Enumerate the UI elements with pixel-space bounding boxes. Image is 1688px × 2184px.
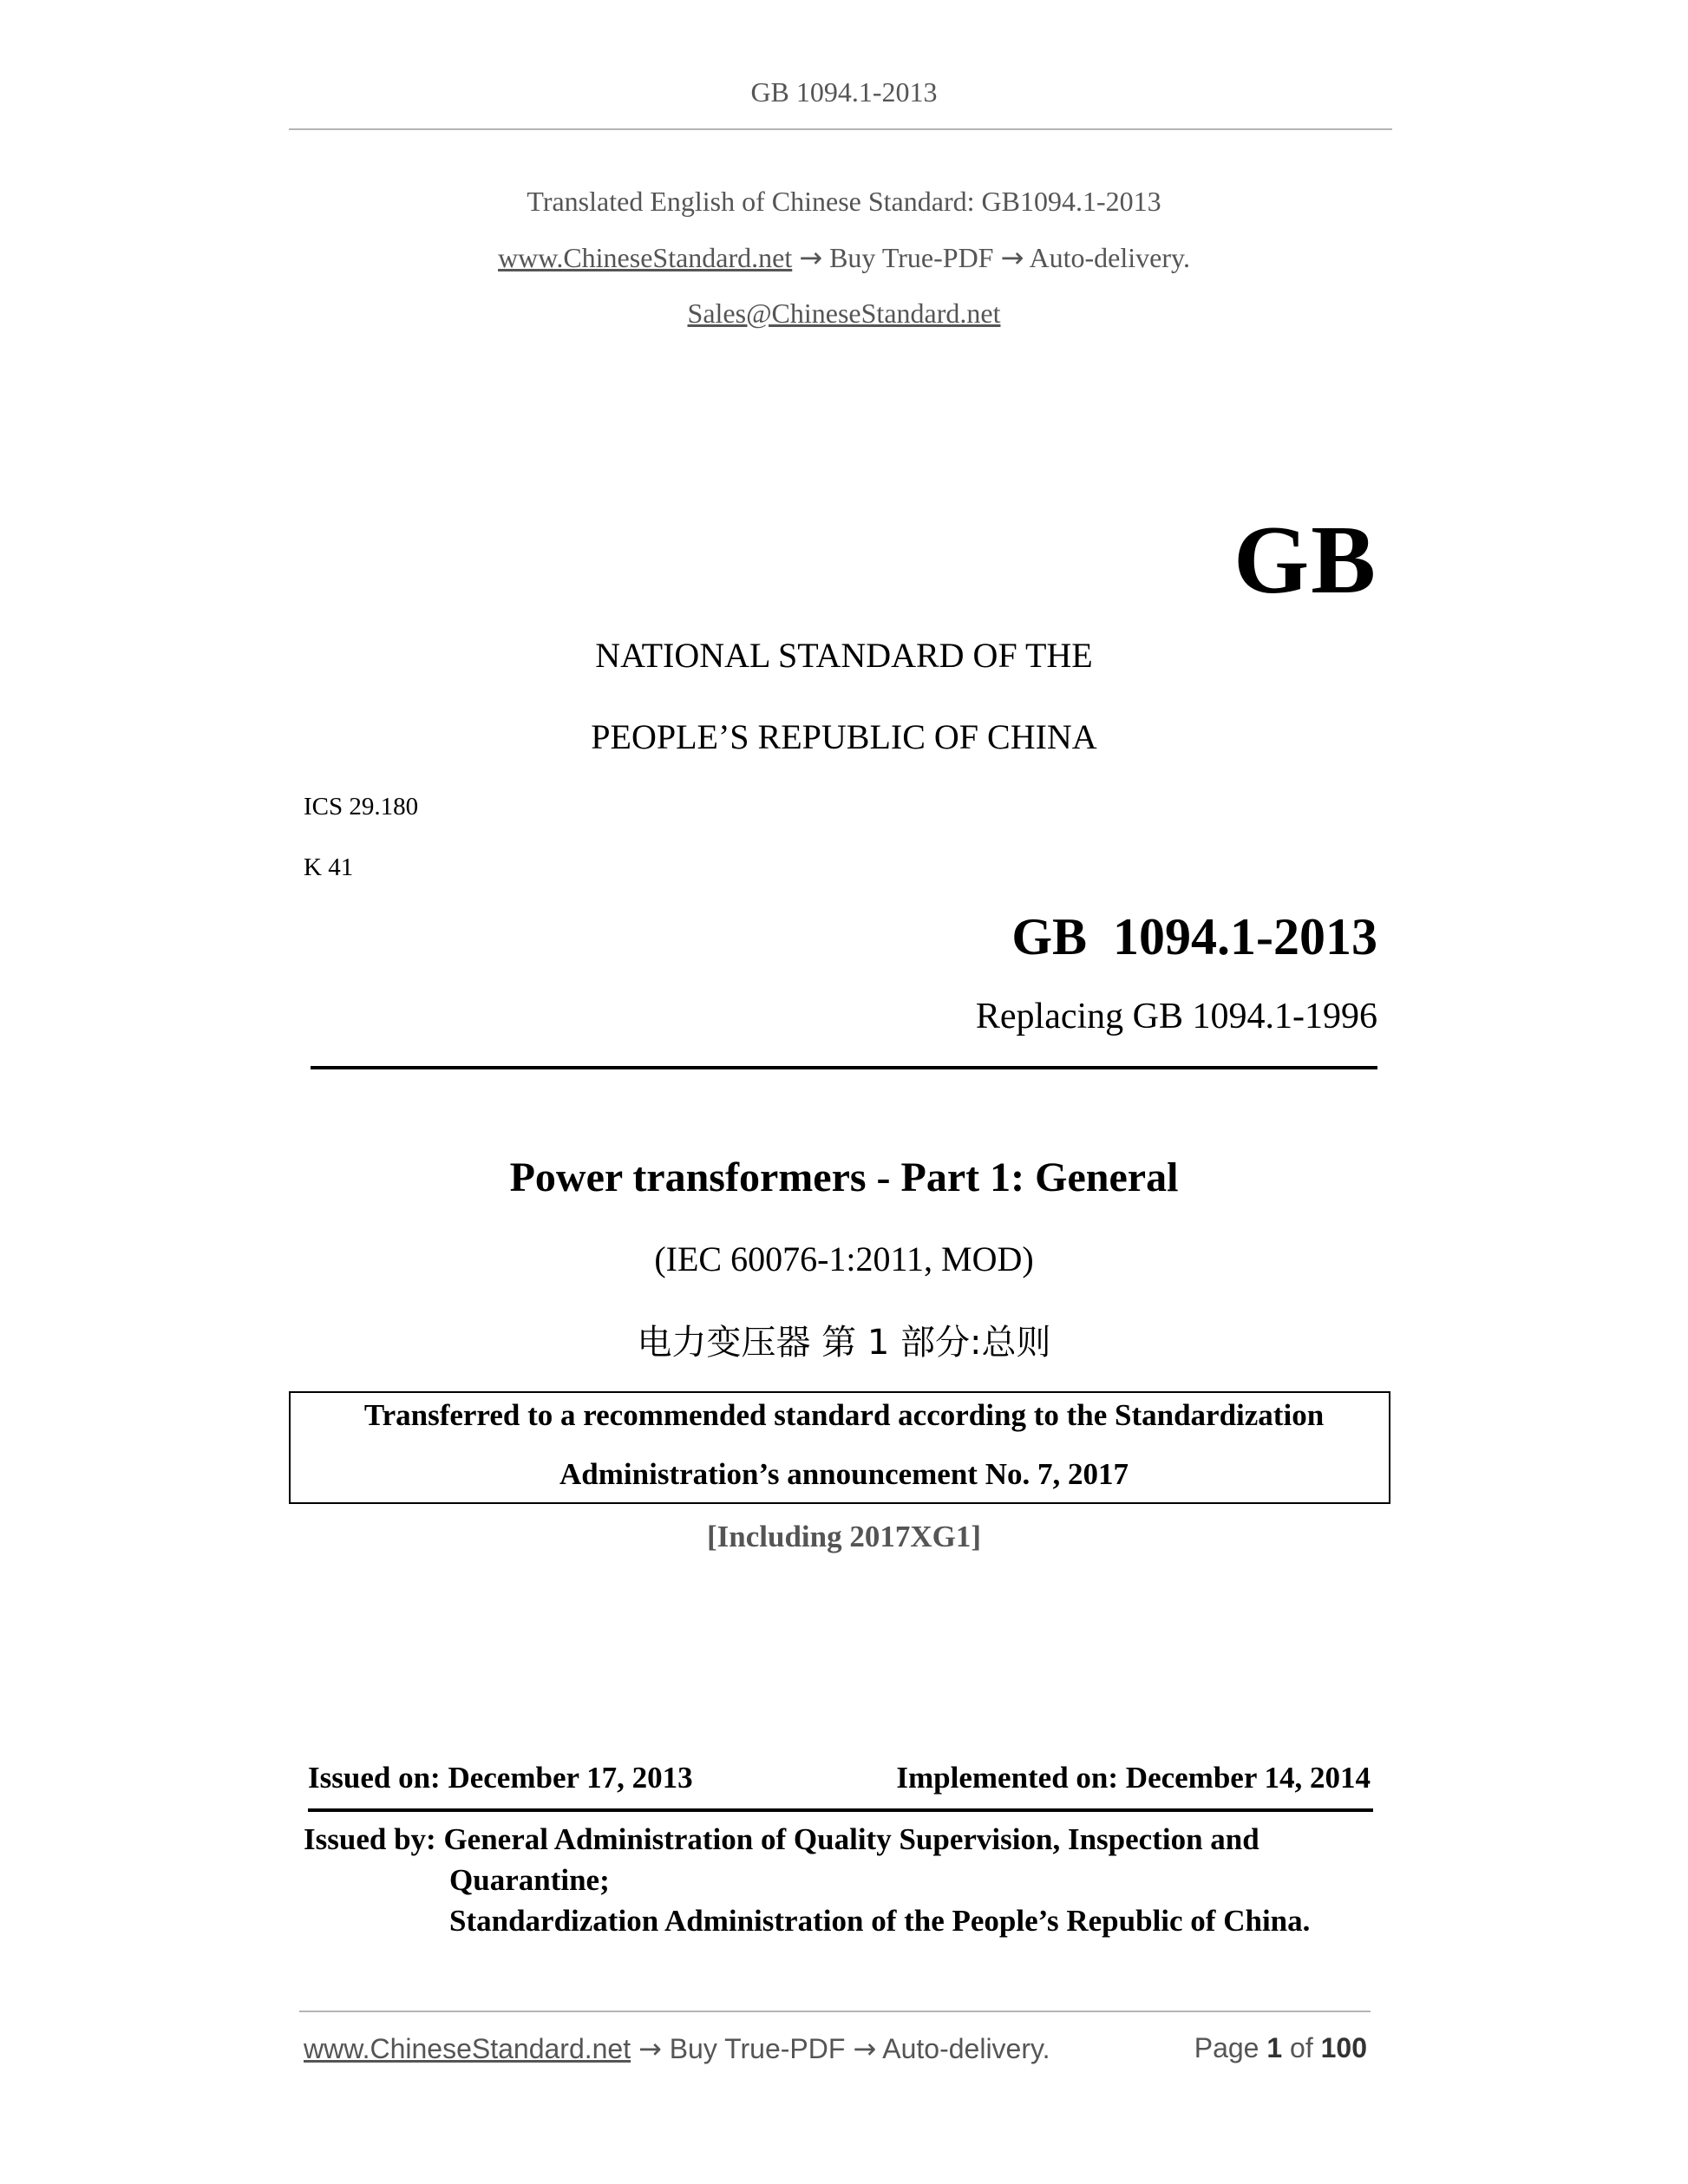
issued-by-line-1: Issued by: General Administration of Quality Supervision, Inspection and: [304, 1822, 1259, 1856]
arrow-right-icon: →: [638, 2032, 662, 2065]
site-link[interactable]: www.ChineseStandard.net: [498, 242, 793, 273]
of-label: of: [1290, 2032, 1313, 2063]
notice-line-1: Transferred to a recommended standard according to the Standardization: [363, 1398, 1325, 1432]
page-indicator: [1194, 2032, 1367, 2064]
header-divider: [289, 128, 1392, 130]
document-title: Power transformers - Part 1: General: [509, 1154, 1179, 1200]
issued-by-line-3: Standardization Administration of the People’s Republic of China.: [449, 1904, 1311, 1938]
gb-logo-mark: GB: [1233, 507, 1377, 614]
promo-buy-line: [0, 241, 1688, 274]
footer-divider: [299, 2011, 1371, 2012]
arrow-right-icon: →: [799, 241, 823, 274]
national-standard-line-1: NATIONAL STANDARD OF THE: [595, 636, 1093, 675]
footer-promo: [304, 2032, 1050, 2065]
auto-delivery-text: Auto-delivery.: [1029, 242, 1190, 273]
footer-buy-text: Buy True-PDF: [669, 2033, 846, 2064]
national-standard-line-2: PEOPLE’S REPUBLIC OF CHINA: [591, 717, 1097, 756]
footer-site-link[interactable]: www.ChineseStandard.net: [304, 2033, 631, 2064]
issued-by-line-2: Quarantine;: [449, 1863, 610, 1897]
title-divider: [311, 1066, 1377, 1069]
including-note: [Including 2017XG1]: [706, 1520, 982, 1553]
chinese-title: 电力变压器 第 1 部分:总则: [637, 1323, 1051, 1363]
replacing-standard: Replacing GB 1094.1-1996: [975, 997, 1377, 1036]
ics-code: ICS 29.180: [304, 793, 419, 821]
standard-number: GB 1094.1-2013: [1011, 908, 1377, 965]
implemented-on-date: Implemented on: December 14, 2014: [896, 1761, 1371, 1795]
footer-auto-text: Auto-delivery.: [882, 2033, 1050, 2064]
arrow-right-icon: →: [1000, 241, 1024, 274]
translation-notice: Translated English of Chinese Standard: GB1094.1-2013: [527, 186, 1161, 217]
issued-on-date: Issued on: December 17, 2013: [308, 1761, 693, 1795]
issue-divider: [308, 1808, 1373, 1812]
page-label: Page: [1194, 2032, 1259, 2063]
iec-reference: (IEC 60076-1:2011, MOD): [654, 1239, 1034, 1278]
total-pages: 100: [1320, 2032, 1367, 2063]
sales-email-link[interactable]: Sales@ChineseStandard.net: [687, 298, 1001, 329]
running-header: GB 1094.1-2013: [750, 76, 938, 108]
k-code: K 41: [304, 853, 354, 881]
buy-text: Buy True-PDF: [829, 242, 994, 273]
sales-line: [0, 298, 1688, 330]
page-number: 1: [1266, 2032, 1283, 2063]
arrow-right-icon: →: [853, 2032, 877, 2065]
notice-line-2: Administration’s announcement No. 7, 2017: [559, 1457, 1129, 1491]
